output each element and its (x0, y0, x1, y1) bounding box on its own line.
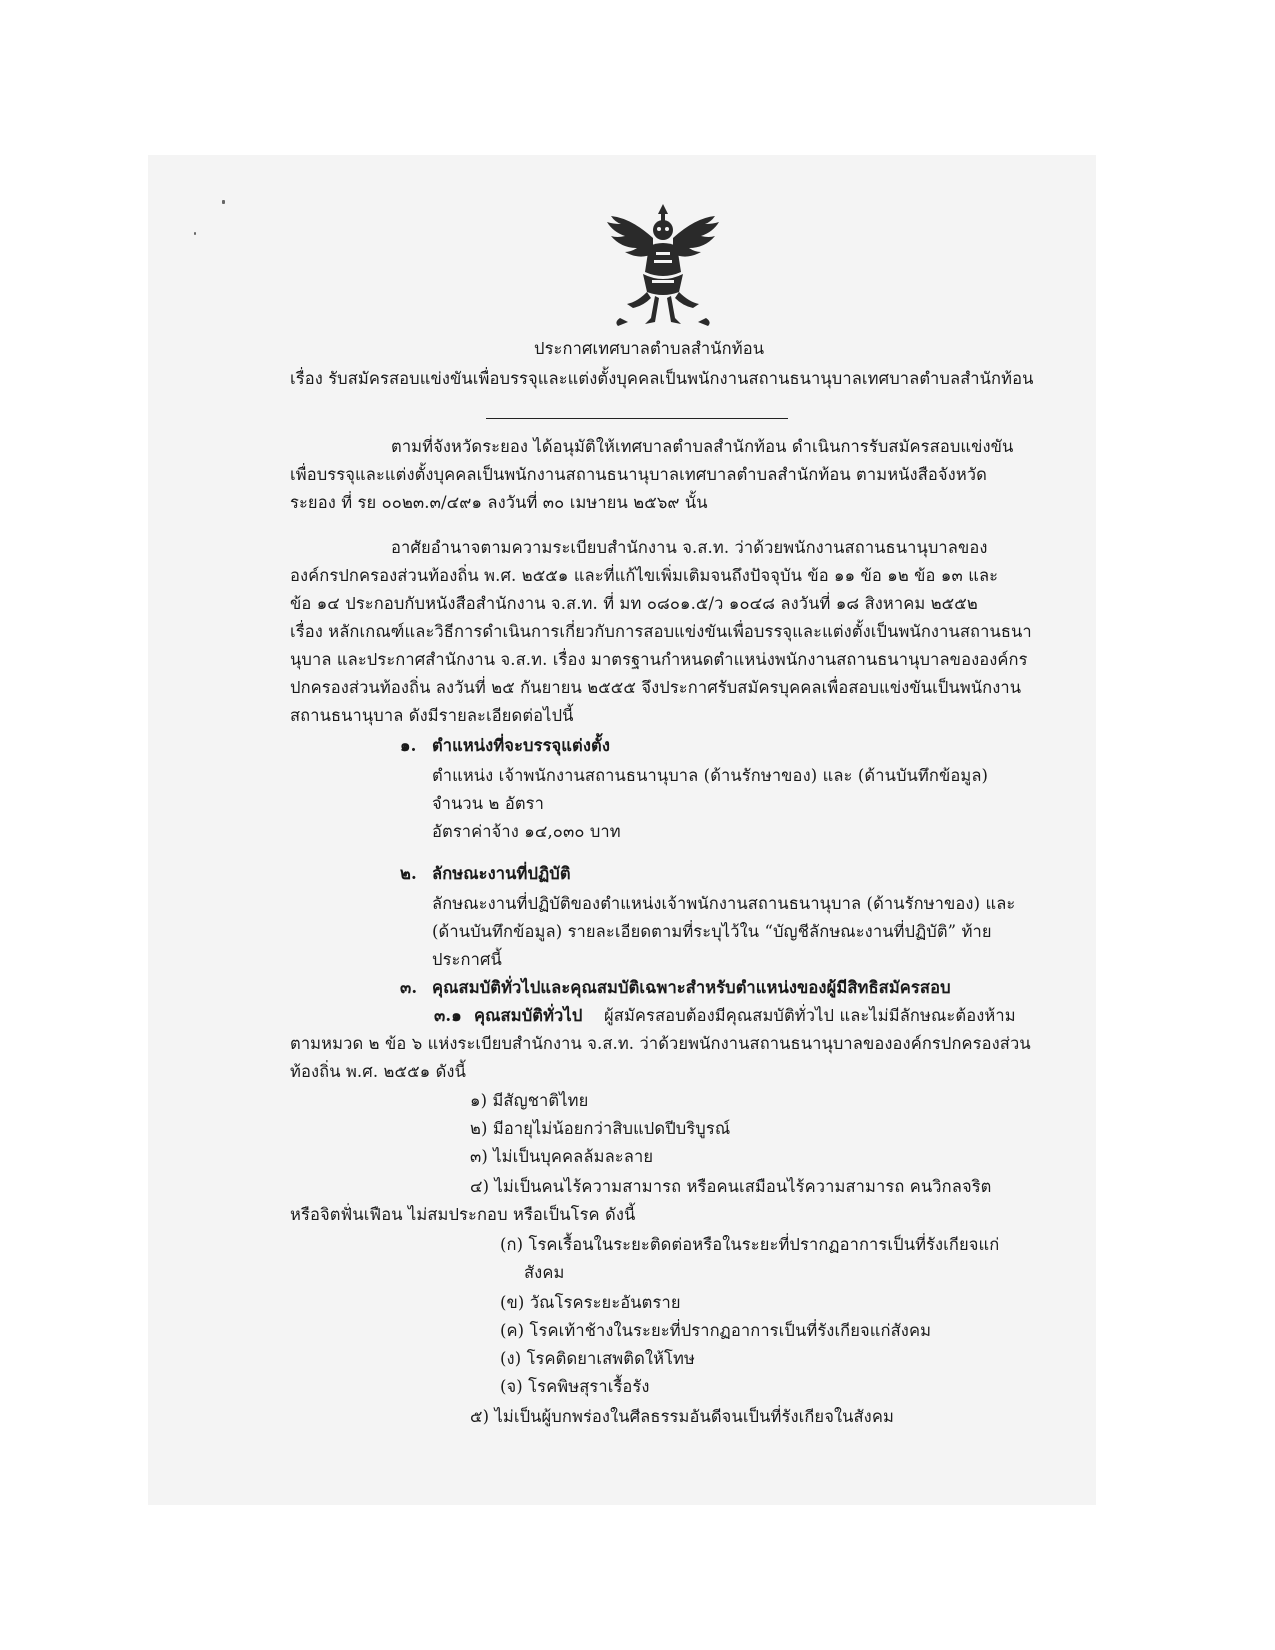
intro-line: เพื่อบรรจุและแต่งตั้งบุคคลเป็นพนักงานสถานธนานุบาลเทศบาลตำบลสำนักท้อน ตามหนังสือจังหวัด (290, 465, 987, 484)
scan-speck (222, 200, 225, 204)
authority-line: นุบาล และประกาศสำนักงาน จ.ส.ท. เรื่อง มาตรฐานกำหนดตำแหน่งพนักงานสถานธนานุบาลขององค์กร (290, 650, 1028, 669)
section-line: ลักษณะงานที่ปฏิบัติของตำแหน่งเจ้าพนักงานสถานธนานุบาล (ด้านรักษาของ) และ (432, 894, 1016, 913)
list-item: ๑) มีสัญชาติไทย (470, 1091, 589, 1110)
section-line: จำนวน ๒ อัตรา (432, 794, 544, 813)
subsection-line: ท้องถิ่น พ.ศ. ๒๕๕๑ ดังนี้ (290, 1062, 466, 1081)
list-item: ๒) มีอายุไม่น้อยกว่าสิบแปดปีบริบูรณ์ (470, 1119, 731, 1138)
authority-line: องค์กรปกครองส่วนท้องถิ่น พ.ศ. ๒๕๕๑ และที่แก้ไขเพิ่มเติมจนถึงปัจจุบัน ข้อ ๑๑ ข้อ ๑๒ ข้อ ๑๓ และ (290, 566, 999, 585)
list-item: หรือจิตฟั่นเฟือน ไม่สมประกอบ หรือเป็นโรค ดังนี้ (290, 1205, 636, 1224)
authority-line: ปกครองส่วนท้องถิ่น ลงวันที่ ๒๕ กันยายน ๒๕๕๕ จึงประกาศรับสมัครบุคคลเพื่อสอบแข่งขันเป็นพนักงาน (290, 678, 1022, 697)
section-number: ๓. (400, 978, 418, 997)
authority-line: อาศัยอำนาจตามความระเบียบสำนักงาน จ.ส.ท. ว่าด้วยพนักงานสถานธนานุบาลของ (391, 538, 988, 557)
authority-line: สถานธนานุบาล ดังมีรายละเอียดต่อไปนี้ (290, 706, 574, 725)
section-heading: ตำแหน่งที่จะบรรจุแต่งตั้ง (432, 736, 610, 755)
authority-line: ข้อ ๑๔ ประกอบกับหนังสือสำนักงาน จ.ส.ท. ที่ มท ๐๘๐๑.๕/ว ๑๐๔๘ ลงวันที่ ๑๘ สิงหาคม ๒๕๕๒ (290, 594, 978, 613)
section-line: (ด้านบันทึกข้อมูล) รายละเอียดตามที่ระบุไว้ใน “บัญชีลักษณะงานที่ปฏิบัติ” ท้าย (432, 922, 992, 941)
garuda-emblem-icon (600, 200, 726, 330)
disease-item: (จ) โรคพิษสุราเรื้อรัง (500, 1377, 650, 1396)
intro-line: ตามที่จังหวัดระยอง ได้อนุมัติให้เทศบาลตำบลสำนักท้อน ดำเนินการรับสมัครสอบแข่งขัน (391, 437, 1014, 456)
title-divider (486, 418, 788, 419)
disease-item: (ง) โรคติดยาเสพติดให้โทษ (500, 1349, 695, 1368)
list-item: ๓) ไม่เป็นบุคคลล้มละลาย (470, 1147, 654, 1166)
list-item: ๔) ไม่เป็นคนไร้ความสามารถ หรือคนเสมือนไร้ความสามารถ คนวิกลจริต (470, 1177, 992, 1196)
section-number: ๑. (400, 736, 417, 755)
authority-line: เรื่อง หลักเกณฑ์และวิธีการดำเนินการเกี่ยวกับการสอบแข่งขันเพื่อบรรจุและแต่งตั้งเป็นพนักงานสถานธนา (290, 622, 1032, 641)
disease-item: (ค) โรคเท้าช้างในระยะที่ปรากฏอาการเป็นที่รังเกียจแก่สังคม (500, 1321, 932, 1340)
page-title: ประกาศเทศบาลตำบลสำนักท้อน (534, 339, 765, 358)
section-line: ตำแหน่ง เจ้าพนักงานสถานธนานุบาล (ด้านรักษาของ) และ (ด้านบันทึกข้อมูล) (432, 766, 989, 785)
section-heading: ลักษณะงานที่ปฏิบัติ (432, 864, 571, 883)
subject-line: เรื่อง รับสมัครสอบแข่งขันเพื่อบรรจุและแต่งตั้งบุคคลเป็นพนักงานสถานธนานุบาลเทศบาลตำบลสำนักท้อน (290, 369, 1034, 388)
subsection-number: ๓.๑ (434, 1006, 462, 1025)
list-item: ๕) ไม่เป็นผู้บกพร่องในศีลธรรมอันดีจนเป็นที่รังเกียจในสังคม (470, 1407, 894, 1426)
section-line: อัตราค่าจ้าง ๑๔,๐๓๐ บาท (432, 822, 621, 841)
intro-line: ระยอง ที่ รย ๐๐๒๓.๓/๔๙๑ ลงวันที่ ๓๐ เมษายน ๒๕๖๙ นั้น (290, 493, 708, 512)
disease-item: (ข) วัณโรคระยะอันตราย (500, 1293, 681, 1312)
section-heading: คุณสมบัติทั่วไปและคุณสมบัติเฉพาะสำหรับตำแหน่งของผู้มีสิทธิสมัครสอบ (432, 978, 951, 997)
subsection-line: ผู้สมัครสอบต้องมีคุณสมบัติทั่วไป และไม่มีลักษณะต้องห้าม (604, 1006, 1016, 1025)
section-line: ประกาศนี้ (432, 950, 502, 969)
scan-speck (194, 232, 196, 235)
subsection-line: ตามหมวด ๒ ข้อ ๖ แห่งระเบียบสำนักงาน จ.ส.ท. ว่าด้วยพนักงานสถานธนานุบาลขององค์กรปกครองส่วน (290, 1034, 1031, 1053)
disease-item: (ก) โรคเรื้อนในระยะติดต่อหรือในระยะที่ปรากฏอาการเป็นที่รังเกียจแก่ (500, 1235, 1000, 1254)
disease-item: สังคม (524, 1263, 565, 1282)
section-number: ๒. (400, 864, 417, 883)
subsection-heading: คุณสมบัติทั่วไป (474, 1006, 583, 1025)
